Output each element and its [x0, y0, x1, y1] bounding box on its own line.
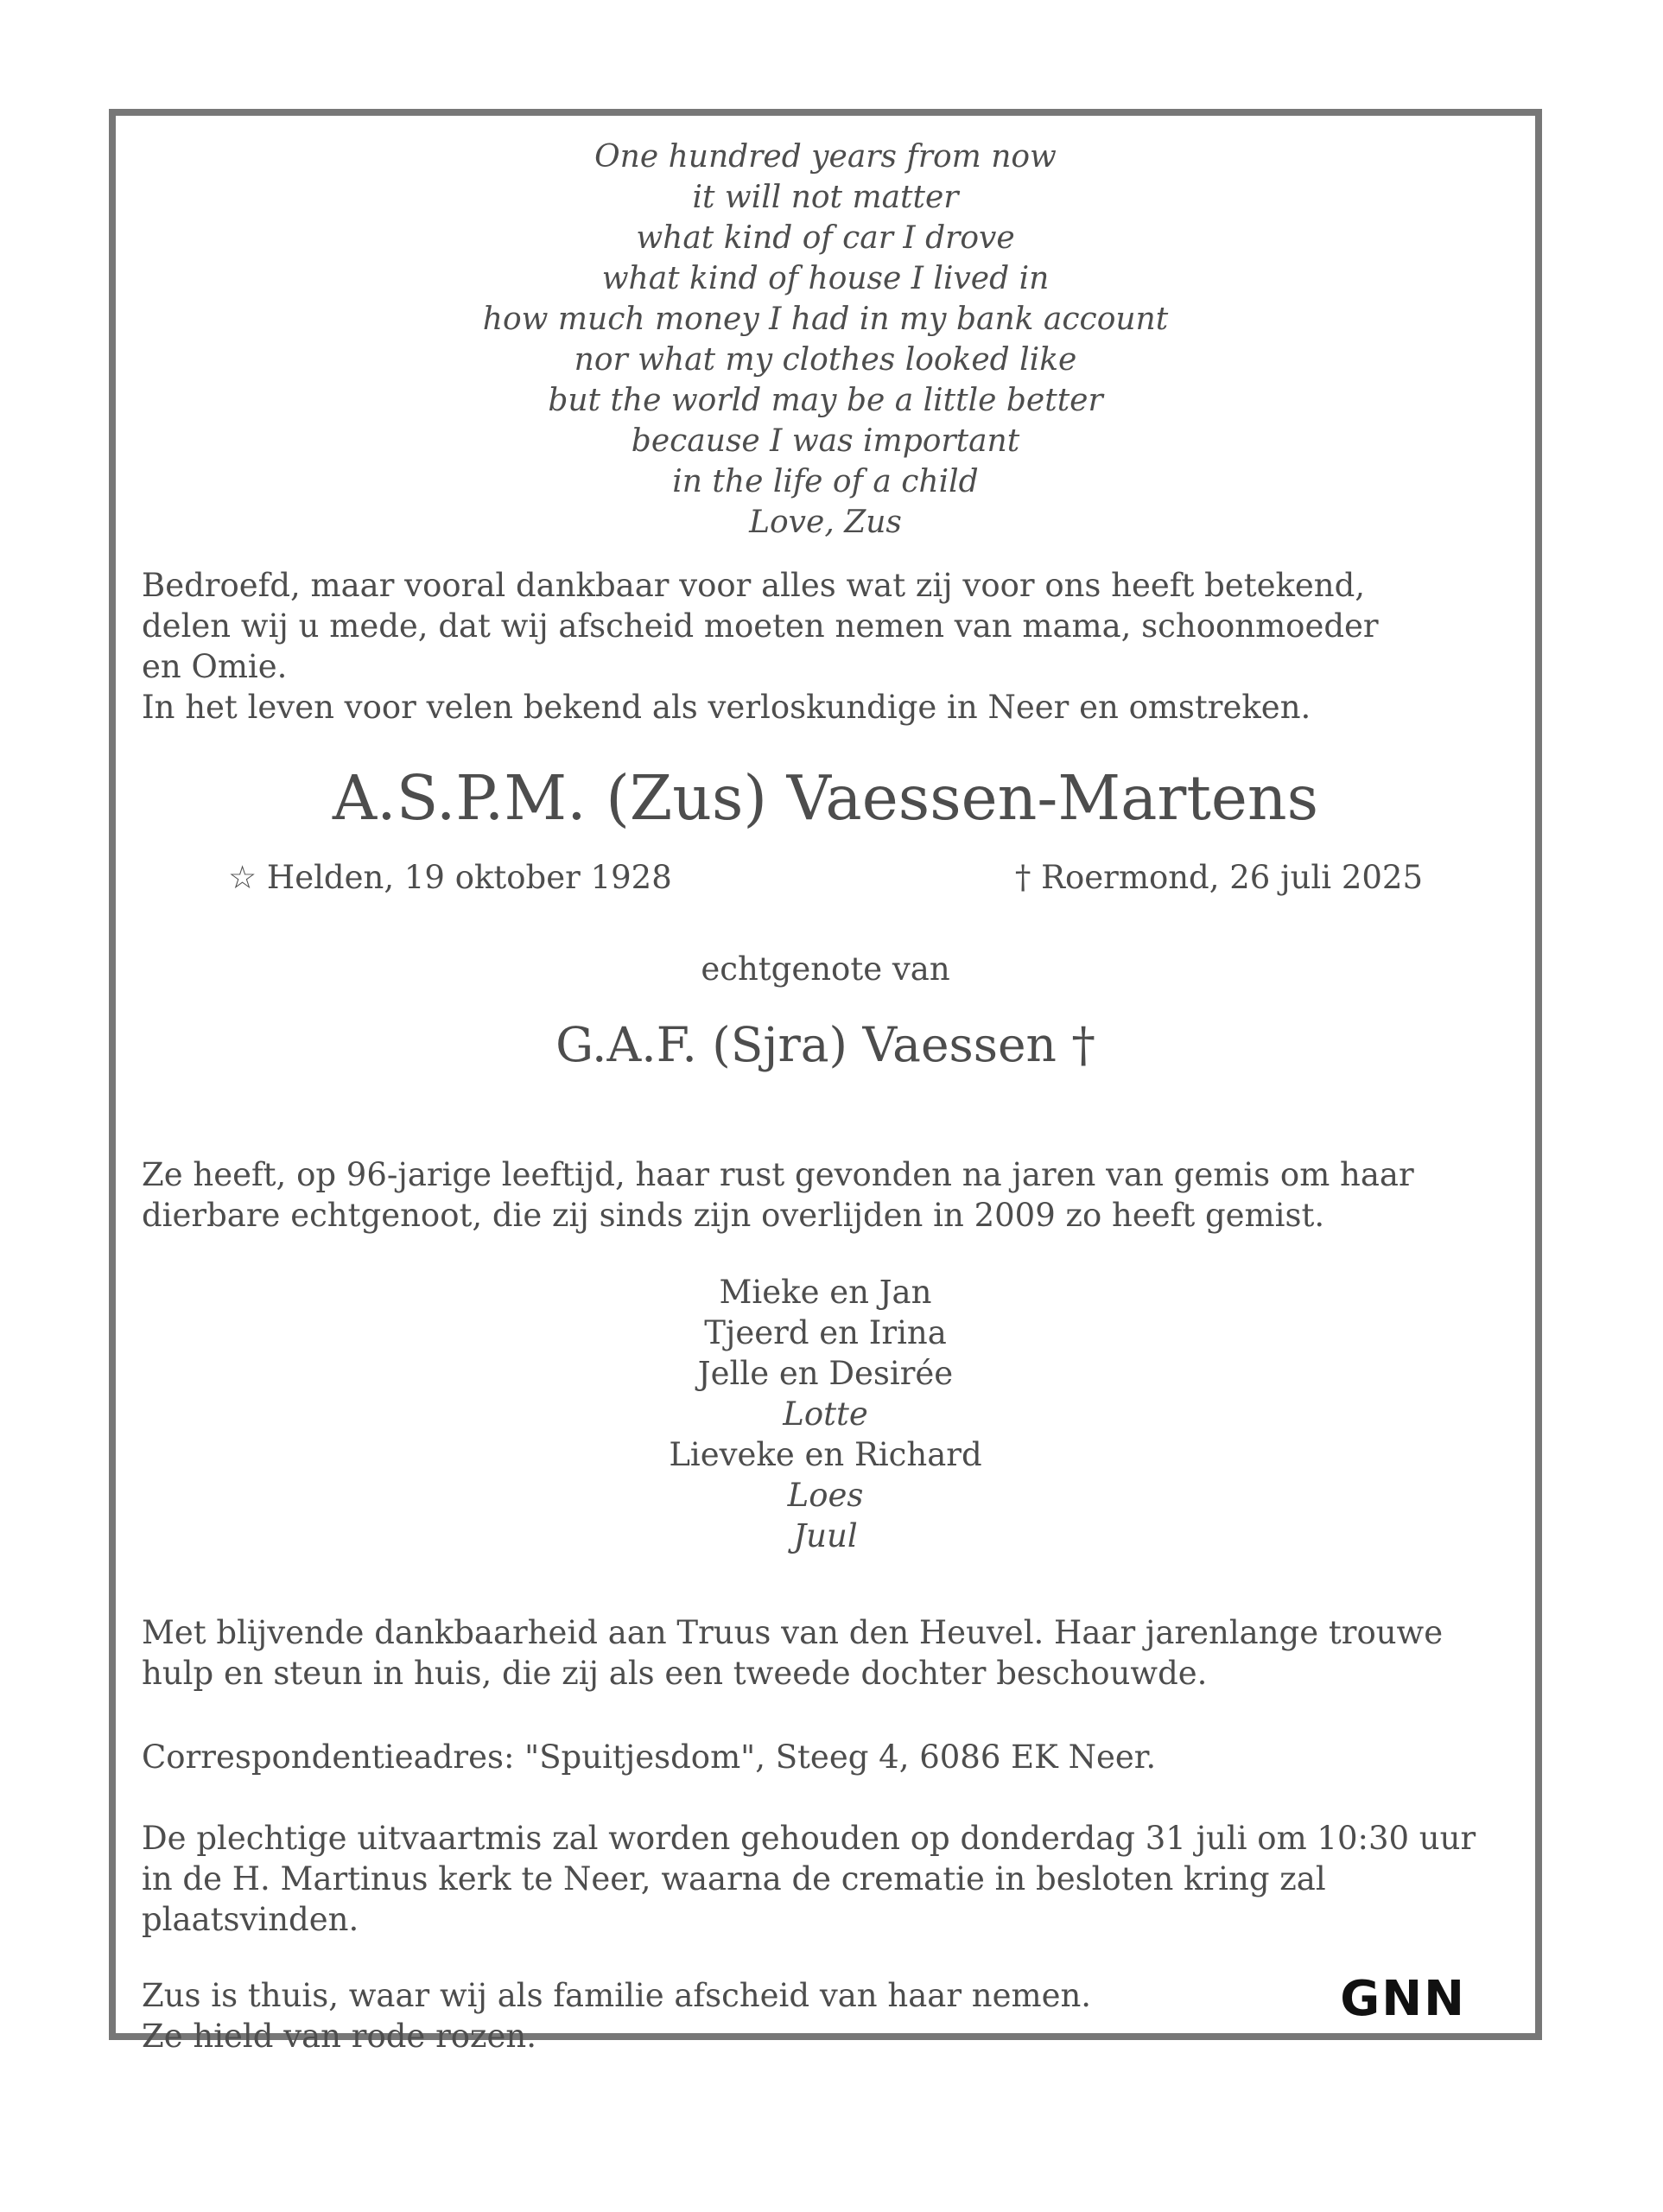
poem-line: because I was important — [631, 423, 1020, 459]
poem-line: what kind of house I lived in — [601, 261, 1050, 296]
rest-line: dierbare echtgenoot, die zij sinds zijn overlijden in 2009 zo heeft gemist. — [142, 1197, 1325, 1234]
address-paragraph — [142, 1737, 1509, 1777]
family-member: Lieveke en Richard — [669, 1436, 982, 1473]
funeral-paragraph — [142, 1818, 1509, 1940]
family-member: Tjeerd en Irina — [704, 1314, 947, 1351]
family-member-grandchild: Lotte — [783, 1395, 868, 1433]
birth-info: ☆ Helden, 19 oktober 1928 — [228, 859, 672, 896]
publisher-logo: GNN — [1340, 1971, 1466, 2027]
thanks-paragraph — [142, 1612, 1509, 1694]
poem-line: it will not matter — [692, 180, 959, 215]
funeral-line: De plechtige uitvaartmis zal worden gehouden op donderdag 31 juli om 10:30 uur — [142, 1820, 1476, 1857]
obituary-frame — [109, 109, 1542, 2055]
funeral-line: plaatsvinden. — [142, 1901, 359, 1938]
poem — [116, 137, 1535, 543]
family-member-grandchild: Juul — [793, 1517, 858, 1554]
poem-line: One hundred years from now — [594, 139, 1057, 175]
poem-line: how much money I had in my bank account — [482, 302, 1169, 337]
family-member: Mieke en Jan — [719, 1274, 932, 1311]
spouse-relation: echtgenote van — [701, 950, 950, 988]
address-line: Correspondentieadres: "Spuitjesdom", Steeg 4, 6086 EK Neer. — [142, 1738, 1157, 1776]
closing-line: Ze hield van rode rozen. — [142, 2018, 537, 2055]
spouse-name: G.A.F. (Sjra) Vaessen † — [555, 1017, 1095, 1072]
intro-paragraph — [142, 565, 1509, 728]
poem-line: but the world may be a little better — [548, 383, 1103, 418]
closing-paragraph — [142, 1975, 1509, 2056]
intro-line: en Omie. — [142, 648, 288, 685]
intro-line: In het leven voor velen bekend als verloskundige in Neer en omstreken. — [142, 689, 1311, 726]
deceased-name: A.S.P.M. (Zus) Vaessen-Martens — [332, 762, 1319, 834]
family-list — [116, 1272, 1535, 1556]
poem-line: what kind of car I drove — [636, 220, 1015, 256]
rest-line: Ze heeft, op 96-jarige leeftijd, haar rust gevonden na jaren van gemis om haar — [142, 1156, 1414, 1193]
family-member: Jelle en Desirée — [697, 1355, 954, 1392]
family-member-grandchild: Loes — [787, 1477, 864, 1514]
poem-line: in the life of a child — [672, 464, 979, 499]
intro-line: delen wij u mede, dat wij afscheid moeten nemen van mama, schoonmoeder — [142, 607, 1379, 645]
poem-line: nor what my clothes looked like — [574, 342, 1077, 378]
thanks-line: hulp en steun in huis, die zij als een tweede dochter beschouwde. — [142, 1655, 1208, 1692]
closing-line: Zus is thuis, waar wij als familie afscheid van haar nemen. — [142, 1977, 1092, 2014]
poem-signature: Love, Zus — [749, 505, 902, 540]
funeral-line: in de H. Martinus kerk te Neer, waarna de crematie in besloten kring zal — [142, 1860, 1326, 1897]
death-info: † Roermond, 26 juli 2025 — [1014, 859, 1423, 896]
thanks-line: Met blijvende dankbaarheid aan Truus van den Heuvel. Haar jarenlange trouwe — [142, 1614, 1444, 1651]
intro-line: Bedroefd, maar vooral dankbaar voor alles wat zij voor ons heeft betekend, — [142, 567, 1366, 604]
rest-paragraph — [142, 1154, 1509, 1236]
